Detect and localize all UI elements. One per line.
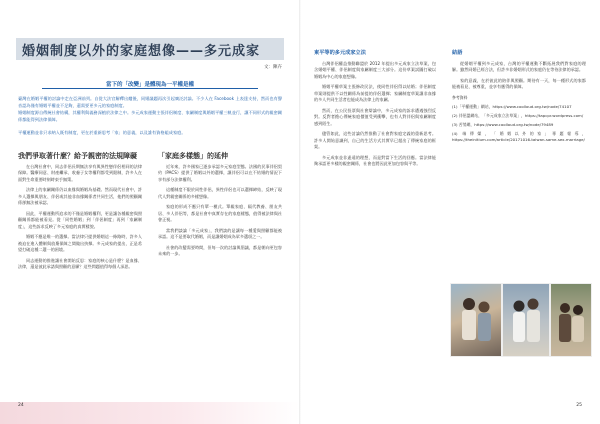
photo-figure-icon — [551, 284, 591, 356]
article-title: 婚姻制度以外的家庭想像——多元成家 — [22, 44, 261, 59]
intro-para-3: 平權運動並非只求納入既有制度，更在於重新思考「家」的意義，以及誰有資格組成家庭。 — [18, 130, 186, 135]
deck-rule — [42, 88, 258, 89]
reference-item: (1)「平權運動」網站，https://www.coolloud.org.tw/node/74107 — [452, 103, 572, 109]
right-page — [300, 0, 600, 424]
paragraph: 法律上的家屬關係仍以血緣與婚姻為基礎。然而現代社會中，許多人選擇與朋友、伴侶或其他非血緣關係者共同生活，他們的照顧關係卻無法被承認。 — [18, 187, 142, 205]
intro-para-2: 婚姻制度源自傳統社會結構，其權利與義務深植於法律之中。多元成家運動主張伴侶制度、家屬制度與婚姻平權三軌並行，讓不同形式的親密關係都能得到法律保障。 — [18, 110, 282, 122]
photo-figure-icon — [451, 284, 501, 356]
paragraph: 社會的改變需要時間，但每一次的討論與倡議，都是朝向更包容未來的一步。 — [158, 244, 282, 256]
paragraph: 婚姻平權草案主張修改民法，使同性伴侶得以結婚；伴侶制度草案則提供不以性關係為前提的伴侶選擇；家屬制度草案讓非血緣的多人共同生活者也能成為法律上的家屬。 — [314, 84, 436, 102]
paragraph: 從婚姻平權到多元成家，台灣的平權運動不斷拓展我們對家庭的理解。雖然同婚已經合法，但許多非婚姻形式的家庭仍在等待法律的承認。 — [452, 60, 586, 72]
left-column-2 — [158, 153, 282, 262]
photo-couple-right — [550, 283, 592, 357]
references — [452, 95, 586, 143]
left-column-1 — [18, 153, 142, 275]
paragraph: 在台灣社會中，同志伴侶長期無法享有與異性戀伴侶相同的法律保障。醫療同意、財產繼承、收養子女等權利都受到限制，許多人在面對生命重要時刻時束手無策。 — [18, 163, 142, 182]
intro-para-1: 臺灣在婚姻平權的討論中走在亞洲前列。自從大法官解釋出爐後，同婚議題再次引起廣泛討論。不少人在 Facebook 上表達支持，然而也有聲音認為僅有婚姻平權並不足夠，還需要更多元的家庭制度。 — [18, 96, 282, 108]
section-heading-2: 「家庭多樣態」的延伸 — [158, 152, 228, 160]
right-column-1 — [314, 50, 436, 172]
paragraph: 多元成家並非遙遠的理想，而是對當下生活的回應。當法律能夠承認更多樣的親密關係，社會也將因此更加包容與平等。 — [314, 154, 436, 166]
reference-item: (4) 端傳媒，「婚姻以外的家」專題報導，https://theinitium.com/article/20171016-taiwan-same-sex-marriage/ — [452, 130, 586, 142]
paragraph: 家庭的形成不應只有單一模式。單親家庭、隔代教養、朋友共居、多人伴侶等，都是社會中真實存在的家庭樣態，值得被法律與社會正視。 — [158, 204, 282, 222]
paragraph: 台灣伴侶權益推動聯盟於 2012 年提出多元成家立法草案，包含婚姻平權、伴侶制度與家屬制度三大部分。這份草案試圖打破以婚姻為中心的家庭想像。 — [314, 60, 436, 79]
section-heading-1: 我們爭取著什麼？給予親密的法規障礙 — [18, 152, 137, 160]
paragraph: 同志運動的推進讓社會開始反思：家庭的核心是什麼？是血緣、法律，還是彼此承諾與照顧的意願？這些問題值得每個人深思。 — [18, 257, 142, 269]
photo-couple-middle — [502, 283, 550, 357]
references-label: 參考資料 — [452, 94, 468, 100]
paragraph: 當我們談論「多元成家」，我們談的是讓每一種愛與照顧都能被承認。這不是要取代婚姻，而是讓婚姻成為眾多選項之一。 — [158, 227, 282, 239]
author-credit: 文：陳卉 — [264, 65, 282, 70]
page-number-left: 24 — [18, 403, 24, 408]
paragraph: 這種制度不限於同性伴侶，異性伴侶也可以選擇締結，反映了現代人對親密關係的多樣想像。 — [158, 187, 282, 199]
photo-figure-icon — [503, 284, 549, 356]
section-heading-4: 結語 — [452, 50, 463, 56]
paragraph: 近年來，許多國家已逐步承認多元家庭型態。法國的民事伴侶契約（PACS）提供了婚姻以外的選擇，讓伴侶可以在不結婚的情況下享有部分法律權利。 — [158, 163, 282, 182]
page-number-right: 25 — [576, 403, 582, 408]
section-heading-3: 東平等的多元成家立法 — [314, 50, 366, 56]
deck-heading: 當下的「改變」是體現為一平權是權 — [105, 82, 194, 88]
reference-item: (3) 苦勞網，https://www.coolloud.org.tw/node/79489 — [452, 121, 554, 127]
right-column-2 — [452, 50, 586, 146]
paragraph: 儘管如此，這些討論仍然推動了社會對家庭定義的重新思考。許多人開始意識到，自己的生活方式其實早已超出了傳統家庭的框架。 — [314, 131, 436, 149]
paragraph: 婚姻不應是唯一的選擇。當法律只提供婚姻這一條路時，許多人被迫在進入體制與放棄保障之間做出抉擇。多元成家的提出，正是希望打破這種二選一的困境。 — [18, 234, 142, 252]
photo-couple-left — [450, 283, 502, 357]
paragraph: 因此，平權運動所追求的不僅是婚姻權利，更是讓各種親密與照顧關係都能被看見。從「同性婚姻」到「伴侶制度」再到「家屬制度」，這些訴求反映了多元家庭的真實樣貌。 — [18, 210, 142, 229]
paragraph: 家的意義，在於彼此的陪伴與照顧。期待有一天，每一種形式的家都能被看見、被尊重，並享有應得的保障。 — [452, 77, 586, 89]
paragraph: 然而，在公民投票與社會辯論中，多元成家的訴求遭遇強烈反對。反對者擔心傳統家庭價值受到衝擊，也有人對伴侶與家屬制度感到陌生。 — [314, 107, 436, 126]
bottom-decor-strip — [0, 402, 300, 424]
reference-item: (2) 伴侶盟網站，「多元成家立法草案」，https://tapcpr.wordpress.com/ — [452, 112, 584, 118]
